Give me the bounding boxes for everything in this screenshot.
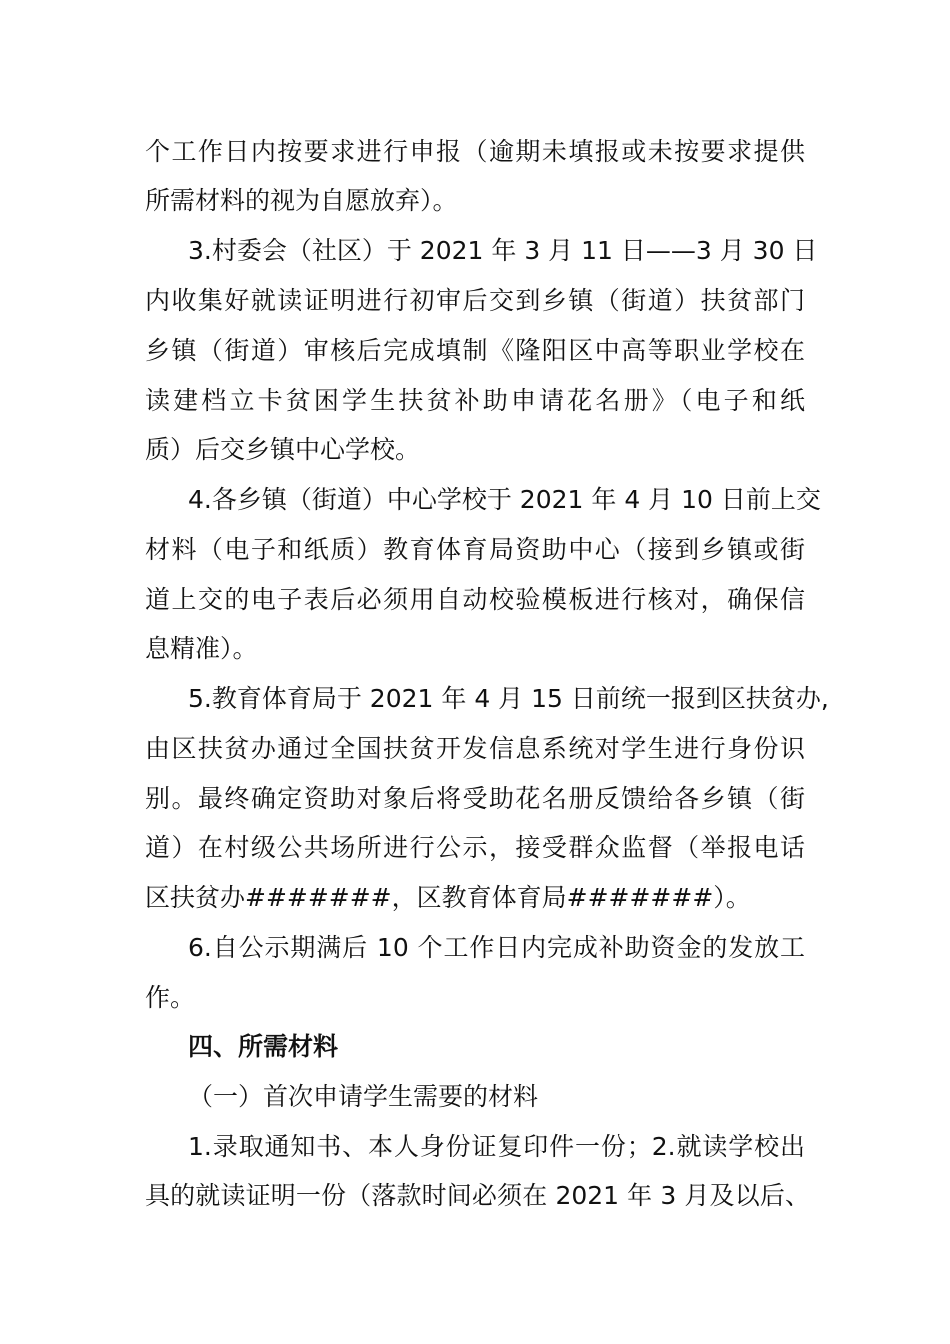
item-5-line: 5.教育体育局于 2021 年 4 月 15 日前统一报到区扶贫办, [188, 684, 829, 713]
paragraph-line: 道）在村级公共场所进行公示，接受群众监督（举报电话 [145, 833, 805, 862]
item-3-line: 3.村委会（社区）于 2021 年 3 月 11 日——3 月 30 日 [188, 236, 818, 265]
paragraph-line: 材料（电子和纸质）教育体育局资助中心（接到乡镇或街 [145, 535, 805, 564]
section-heading: 四、所需材料 [188, 1032, 339, 1061]
subsection-heading: （一）首次申请学生需要的材料 [188, 1082, 539, 1111]
paragraph-line: 别。最终确定资助对象后将受助花名册反馈给各乡镇（街 [145, 784, 805, 813]
paragraph-line: 个工作日内按要求进行申报（逾期未填报或未按要求提供 [145, 137, 805, 166]
paragraph-line: 具的就读证明一份（落款时间必须在 2021 年 3 月及以后、 [145, 1181, 810, 1210]
paragraph-line: 作。 [145, 983, 196, 1012]
paragraph-line: 道上交的电子表后必须用自动校验模板进行核对，确保信 [145, 585, 805, 614]
paragraph-line: 所需材料的视为自愿放弃）。 [145, 186, 458, 215]
paragraph-line: 区扶贫办#######，区教育体育局#######）。 [145, 883, 751, 912]
paragraph-line: 由区扶贫办通过全国扶贫开发信息系统对学生进行身份识 [145, 734, 805, 763]
item-1-line: 1.录取通知书、本人身份证复印件一份；2.就读学校出 [188, 1132, 805, 1161]
paragraph-line: 质）后交乡镇中心学校。 [145, 435, 421, 464]
paragraph-line: 读建档立卡贫困学生扶贫补助申请花名册》（电子和纸 [145, 386, 805, 415]
item-4-line: 4.各乡镇（街道）中心学校于 2021 年 4 月 10 日前上交 [188, 485, 821, 514]
paragraph-line: 乡镇（街道）审核后完成填制《隆阳区中高等职业学校在 [145, 336, 805, 365]
item-6-line: 6.自公示期满后 10 个工作日内完成补助资金的发放工 [188, 933, 805, 962]
paragraph-line: 内收集好就读证明进行初审后交到乡镇（街道）扶贫部门 [145, 286, 805, 315]
paragraph-line: 息精准）。 [145, 634, 258, 663]
